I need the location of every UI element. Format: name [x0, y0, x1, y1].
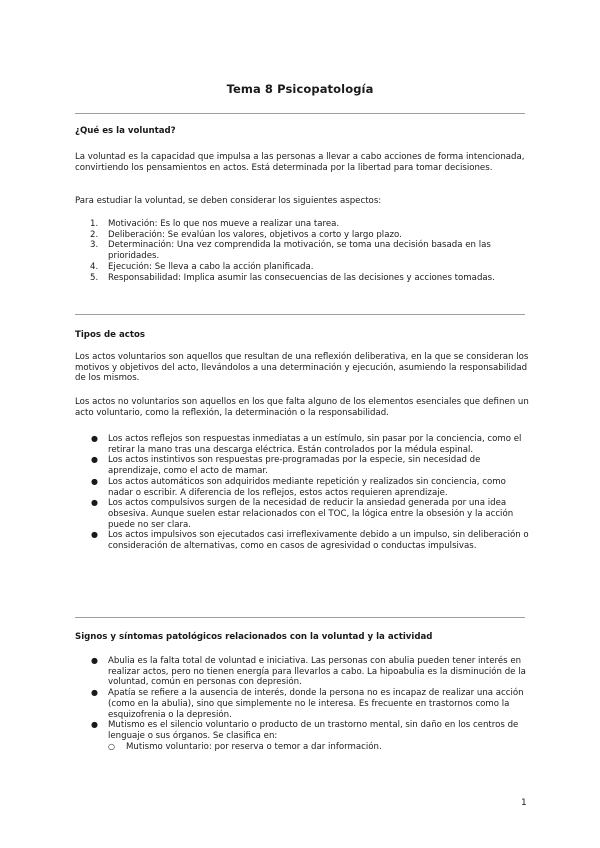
section-heading-voluntad: ¿Qué es la voluntad? [75, 126, 176, 136]
page-title: Tema 8 Psicopatología [226, 82, 374, 96]
list-item: 4. Ejecución: Se lleva a cabo la acción planificada. [90, 261, 314, 272]
divider [75, 617, 525, 618]
list-item: ● Los actos reflejos son respuestas inmediatas a un estímulo, sin pasar por la conciencia, como el retirar la mano tras una descarga eléctrica. Están controlados por la médula espinal. [91, 434, 522, 455]
divider [75, 113, 525, 114]
list-item: ● Abulia es la falta total de voluntad e iniciativa. Las personas con abulia pueden tener interés en realizar actos, pero no tienen energía para llevarlos a cabo. La hipoabulia es la disminución de la voluntad, común en personas con depresión. [91, 656, 526, 688]
list-item: 3. Determinación: Una vez comprendida la motivación, se toma una decisión basada en las prioridades. [90, 240, 491, 262]
sub-list [108, 742, 530, 753]
list-item: ● Los actos automáticos son adquiridos mediante repetición y realizados sin conciencia, como nadar o escribir. A diferencia de los reflejos, estos actos requieren aprendizaje. [91, 476, 506, 498]
list-item: 1. Motivación: Es lo que nos mueve a realizar una tarea. [90, 219, 340, 229]
acts-list [90, 434, 530, 552]
list-item: ● Los actos compulsivos surgen de la necesidad de reducir la ansiedad generada por una idea obsesiva. Aunque suelen estar relacionados con el TOC, la lógica entre la obsesión y la acción puede no ser clara. [91, 498, 514, 530]
list-item: 2. Deliberación: Se evalúan los valores, objetivos a corto y largo plazo. [90, 229, 402, 240]
list-item: ● Mutismo es el silencio voluntario o producto de un trastorno mental, sin daño en los centros de lenguaje o sus órganos. Se clasifica en: ○ Mutismo voluntario: por reserva o temor a dar información. [90, 720, 530, 752]
paragraph: Los actos voluntarios son aquellos que resultan de una reflexión deliberativa, en la que se consideran los motivos y objetivos del acto, llevándolos a una determinación y ejecución, asumiendo la responsabilidad de los mismos. [75, 352, 529, 384]
divider [75, 314, 525, 315]
list-item: ● Apatía se refiere a la ausencia de interés, donde la persona no es incapaz de realizar una acción (como en la abulia), sino que simplemente no le interesa. Es frecuente en trastornos como la esquizofrenia o la depresión. [91, 688, 524, 720]
list-item: ● Los actos instintivos son respuestas pre-programadas por la especie, sin necesidad de aprendizaje, como el acto de mamar. [91, 455, 481, 477]
page-number: 1 [521, 798, 527, 808]
sub-list-item: ○ Mutismo voluntario: por reserva o temor a dar información. [108, 741, 382, 752]
paragraph: Los actos no voluntarios son aquellos en los que falta alguno de los elementos esenciales que definen un acto voluntario, como la reflexión, la determinación o la responsabilidad. [75, 397, 529, 418]
paragraph: Para estudiar la voluntad, se deben considerar los siguientes aspectos: [75, 196, 382, 206]
section-heading-tipos-de-actos: Tipos de actos [75, 330, 145, 340]
aspects-list [90, 219, 530, 283]
paragraph: La voluntad es la capacidad que impulsa a las personas a llevar a cabo acciones de forma intencionada, convirtiendo los pensamientos en actos. Está determinada por la libertad para tomar decisiones. [75, 152, 525, 173]
symptoms-list [90, 656, 530, 752]
section-heading-signos-sintomas: Signos y síntomas patológicos relacionados con la voluntad y la actividad [75, 632, 433, 642]
list-item: ● Los actos impulsivos son ejecutados casi irreflexivamente debido a un impulso, sin deliberación o consideración de alternativas, como en casos de agresividad o conductas impulsivas. [91, 530, 529, 552]
list-item: 5. Responsabilidad: Implica asumir las consecuencias de las decisiones y acciones tomadas. [90, 272, 495, 283]
